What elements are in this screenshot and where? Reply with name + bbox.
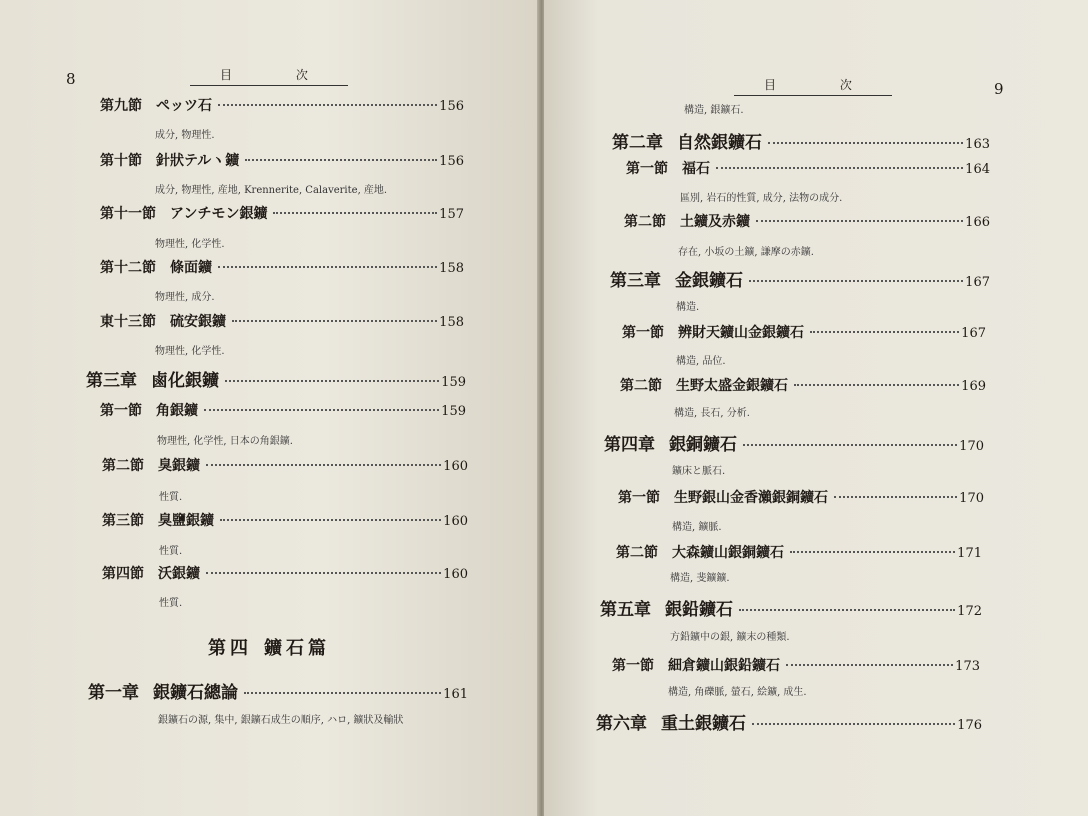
entry-title: 生野銀山金香瀨銀銅鑛石 [674, 490, 828, 506]
entry-label: 第二章 [612, 133, 663, 153]
entry-title: 重土銀鑛石 [661, 714, 746, 734]
entry-subtopics: 構造, 角礫脈, 螢石, 絵鑛, 成生. [668, 687, 807, 698]
entry-title: 臭銀鑛 [158, 458, 200, 474]
entry-page: 158 [439, 261, 464, 276]
entry-subtopics: 物理性, 化学性. [155, 239, 225, 250]
toc-entry [100, 95, 464, 115]
entry-page: 166 [965, 215, 990, 230]
toc-entry [102, 455, 468, 475]
running-head: 目 次 [734, 76, 892, 96]
entry-title: 土鑛及赤鑛 [680, 214, 750, 230]
entry-label: 第四節 [102, 566, 144, 582]
entry-subtopics: 構造, 銀鑛石. [684, 105, 744, 116]
entry-label: 第二節 [624, 214, 666, 230]
entry-page: 164 [965, 162, 990, 177]
entry-title: 銀銅鑛石 [669, 435, 737, 455]
entry-subtopics: 構造. [676, 302, 700, 313]
leader-dots [206, 572, 441, 574]
entry-page: 158 [439, 315, 464, 330]
leader-dots [739, 609, 955, 611]
part-number: 第四 [208, 638, 252, 659]
entry-page: 159 [441, 404, 466, 419]
entry-title: 條面鑛 [170, 260, 212, 276]
leader-dots [756, 220, 963, 222]
leader-dots [790, 551, 955, 553]
toc-entry [100, 203, 464, 223]
entry-label: 第二節 [616, 545, 658, 561]
part-heading [208, 634, 342, 660]
entry-title: ペッツ石 [156, 98, 212, 114]
leader-dots [752, 723, 955, 725]
entry-subtopics: 鑛床と脈石. [672, 466, 726, 477]
entry-page: 170 [959, 491, 984, 506]
entry-label: 第一節 [626, 161, 668, 177]
leader-dots [206, 464, 441, 466]
toc-entry [102, 510, 468, 530]
entry-label: 第一節 [618, 490, 660, 506]
entry-page: 167 [965, 275, 990, 290]
entry-label: 第十二節 [100, 260, 156, 276]
entry-page: 160 [443, 514, 468, 529]
leader-dots [716, 167, 963, 169]
leader-dots [810, 331, 959, 333]
toc-chapter [612, 128, 990, 153]
entry-title: 自然銀鑛石 [677, 133, 762, 153]
left-page [0, 0, 541, 816]
toc-entry [100, 400, 466, 420]
entry-title: 福石 [682, 161, 710, 177]
entry-page: 169 [961, 379, 986, 394]
entry-page: 160 [443, 567, 468, 582]
entry-label: 第六章 [596, 714, 647, 734]
entry-title: アンチモン銀鑛 [170, 206, 268, 222]
entry-page: 156 [439, 99, 464, 114]
toc-entry [616, 542, 982, 562]
part-title: 鑛石篇 [264, 638, 330, 659]
entry-title: 角銀鑛 [156, 403, 198, 419]
toc-entry [626, 158, 990, 178]
leader-dots [225, 380, 439, 382]
entry-label: 第五章 [600, 600, 651, 620]
entry-subtopics: 性質. [159, 598, 183, 609]
toc-entry [620, 375, 986, 395]
entry-label: 第三章 [610, 271, 661, 291]
entry-label: 第三章 [86, 371, 137, 391]
toc-entry [102, 563, 468, 583]
entry-subtopics: 構造, 品位. [676, 356, 726, 367]
entry-page: 163 [965, 137, 990, 152]
running-head: 目 次 [190, 66, 348, 86]
leader-dots [204, 409, 439, 411]
entry-title: 針狀テルヽ鑛 [156, 153, 240, 169]
entry-label: 第十一節 [100, 206, 156, 222]
toc-entry [100, 311, 464, 331]
leader-dots [768, 142, 963, 144]
entry-subtopics: 區別, 岩石的性質, 成分, 法物の成分. [680, 193, 843, 204]
entry-subtopics: 銀鑛石の源, 集中, 銀鑛石成生の順序, ハロ, 鑛狀及輸狀 [158, 715, 404, 726]
entry-title: 大森鑛山銀銅鑛石 [672, 545, 784, 561]
leader-dots [273, 212, 437, 214]
toc-entry [100, 150, 464, 170]
entry-page: 160 [443, 459, 468, 474]
toc-chapter [88, 678, 468, 703]
leader-dots [244, 692, 441, 694]
entry-page: 159 [441, 375, 466, 390]
leader-dots [794, 384, 959, 386]
entry-page: 173 [955, 659, 980, 674]
entry-label: 第二節 [620, 378, 662, 394]
entry-subtopics: 構造, 斐鑛鑛. [670, 573, 730, 584]
entry-label: 第十節 [100, 153, 142, 169]
toc-entry [618, 487, 984, 507]
entry-subtopics: 性質. [159, 546, 183, 557]
entry-page: 161 [443, 687, 468, 702]
entry-title: 細倉鑛山銀鉛鑛石 [668, 658, 780, 674]
entry-label: 第一章 [88, 683, 139, 703]
toc-entry [622, 322, 986, 342]
toc-chapter [86, 366, 466, 391]
entry-label: 第二節 [102, 458, 144, 474]
entry-title: 金銀鑛石 [675, 271, 743, 291]
entry-page: 172 [957, 604, 982, 619]
toc-chapter [604, 430, 984, 455]
leader-dots [220, 519, 441, 521]
entry-label: 第一節 [622, 325, 664, 341]
leader-dots [786, 664, 953, 666]
toc-entry [624, 211, 990, 231]
entry-page: 167 [961, 326, 986, 341]
entry-subtopics: 物理性, 化学性. [155, 346, 225, 357]
entry-title: 硫安銀鑛 [170, 314, 226, 330]
entry-page: 176 [957, 718, 982, 733]
entry-title: 銀鉛鑛石 [665, 600, 733, 620]
toc-entry [612, 655, 980, 675]
toc-entry [100, 257, 464, 277]
entry-title: 銀鑛石總論 [153, 683, 238, 703]
right-page [544, 0, 1088, 816]
leader-dots [749, 280, 963, 282]
entry-label: 第九節 [100, 98, 142, 114]
entry-subtopics: 物理性, 成分. [155, 292, 215, 303]
page-number: 9 [994, 80, 1004, 98]
entry-title: 生野太盛金銀鑛石 [676, 378, 788, 394]
leader-dots [218, 266, 437, 268]
entry-title: 沃銀鑛 [158, 566, 200, 582]
toc-chapter [600, 595, 982, 620]
entry-page: 170 [959, 439, 984, 454]
entry-subtopics: 成分, 物理性. [155, 130, 215, 141]
leader-dots [743, 444, 957, 446]
leader-dots [245, 159, 437, 161]
entry-subtopics: 物理性, 化学性, 日本の角銀鑛. [157, 436, 293, 447]
leader-dots [232, 320, 437, 322]
entry-label: 第一節 [612, 658, 654, 674]
entry-subtopics: 成分, 物理性, 産地, Krennerite, Calaverite, 産地. [155, 185, 388, 196]
entry-subtopics: 方鉛鑛中の銀, 鑛末の種類. [670, 632, 790, 643]
entry-page: 156 [439, 154, 464, 169]
entry-page: 157 [439, 207, 464, 222]
entry-label: 東十三節 [100, 314, 156, 330]
entry-title: 臭鹽銀鑛 [158, 513, 214, 529]
leader-dots [218, 104, 437, 106]
entry-page: 171 [957, 546, 982, 561]
leader-dots [834, 496, 957, 498]
entry-title: 辨財天鑛山金銀鑛石 [678, 325, 804, 341]
entry-label: 第一節 [100, 403, 142, 419]
page-number: 8 [66, 70, 76, 88]
entry-subtopics: 存在, 小坂の土鑛, 謙摩の赤鑛. [678, 247, 814, 258]
entry-subtopics: 性質. [159, 492, 183, 503]
entry-label: 第四章 [604, 435, 655, 455]
entry-subtopics: 構造, 長石, 分析. [674, 408, 750, 419]
entry-label: 第三節 [102, 513, 144, 529]
toc-chapter [610, 266, 990, 291]
entry-subtopics: 構造, 鑛脈. [672, 522, 722, 533]
entry-title: 鹵化銀鑛 [151, 371, 219, 391]
toc-chapter [596, 709, 982, 734]
